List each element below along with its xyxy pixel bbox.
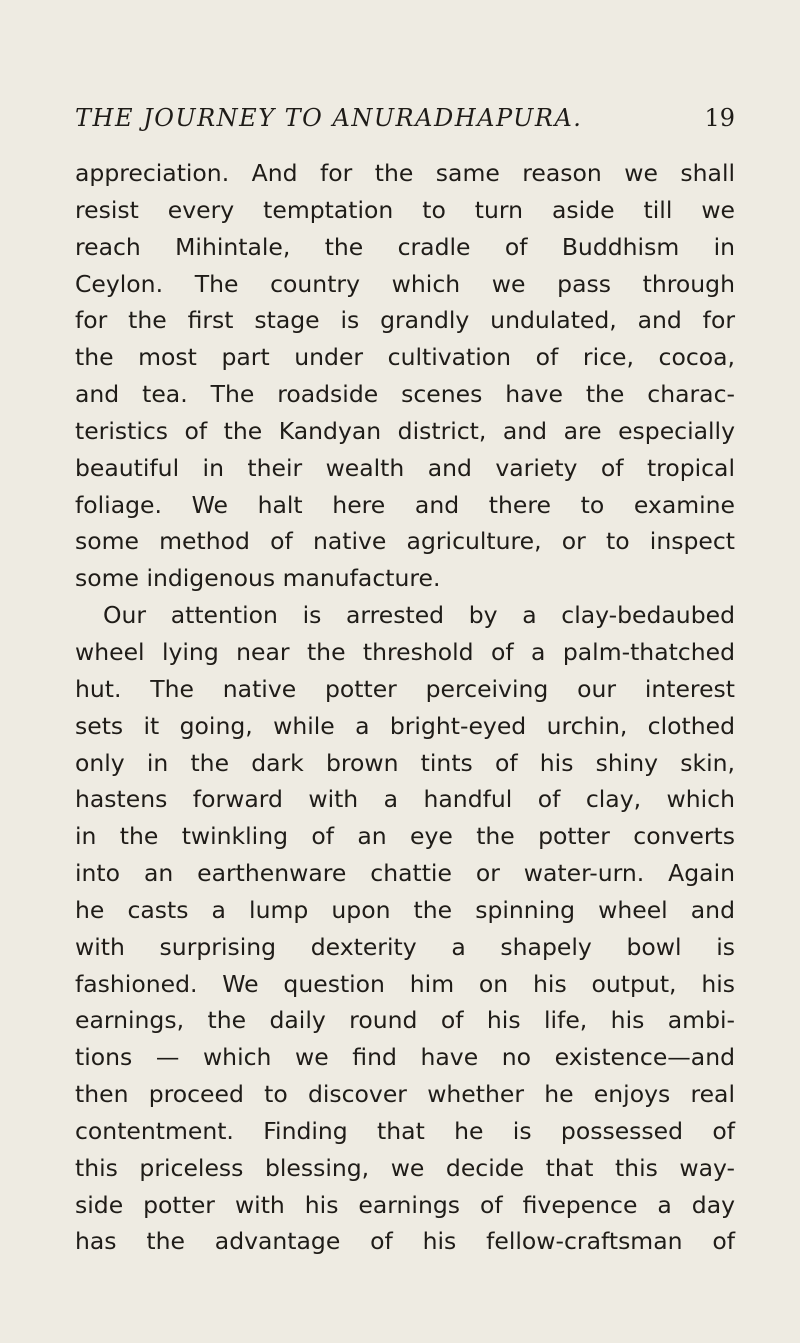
text-line: for the first stage is grandly undulated, and for <box>75 306 735 335</box>
text-line: has the advantage of his fellow-craftsman of <box>75 1227 735 1256</box>
text-line: this priceless blessing, we decide that this way- <box>75 1153 735 1182</box>
text-line: tions — which we find have no existence—and <box>75 1043 735 1072</box>
running-head-title: THE JOURNEY TO ANURADHAPURA. <box>75 104 583 132</box>
body-text <box>75 155 735 1260</box>
text-line: reach Mihintale, the cradle of Buddhism in <box>75 232 735 261</box>
text-line: hastens forward with a handful of clay, which <box>75 785 735 814</box>
text-line: the most part under cultivation of rice, cocoa, <box>75 343 735 372</box>
text-line: appreciation. And for the same reason we shall <box>75 159 735 187</box>
text-line: then proceed to discover whether he enjoys real <box>75 1080 735 1109</box>
text-line: fashioned. We question him on his output, his <box>75 969 735 998</box>
text-line: into an earthenware chattie or water-urn. Again <box>75 859 735 888</box>
text-line: hut. The native potter perceiving our interest <box>75 674 735 703</box>
text-line: side potter with his earnings of fivepence a day <box>75 1190 735 1219</box>
text-line: and tea. The roadside scenes have the charac- <box>75 380 735 409</box>
text-line: Ceylon. The country which we pass through <box>75 269 735 298</box>
text-line: beautiful in their wealth and variety of tropical <box>75 453 735 482</box>
text-line: some method of native agriculture, or to inspect <box>75 527 735 556</box>
text-line: only in the dark brown tints of his shiny skin, <box>75 748 735 777</box>
text-line: contentment. Finding that he is possessed of <box>75 1116 735 1145</box>
text-line: foliage. We halt here and there to examine <box>75 490 735 519</box>
text-line: some indigenous manufacture. <box>75 564 441 593</box>
text-line: wheel lying near the threshold of a palm-thatched <box>75 637 735 666</box>
text-line: resist every temptation to turn aside till we <box>75 195 735 224</box>
text-line: sets it going, while a bright-eyed urchin, clothed <box>75 711 735 740</box>
text-line: he casts a lump upon the spinning wheel and <box>75 895 735 924</box>
text-line: with surprising dexterity a shapely bowl is <box>75 932 735 961</box>
text-line: in the twinkling of an eye the potter converts <box>75 822 735 851</box>
running-head <box>75 104 735 138</box>
page-number: 19 <box>704 104 735 132</box>
text-line: teristics of the Kandyan district, and are especially <box>75 416 735 445</box>
text-line: Our attention is arrested by a clay-bedaubed <box>103 601 735 630</box>
text-line: earnings, the daily round of his life, his ambi- <box>75 1006 735 1035</box>
